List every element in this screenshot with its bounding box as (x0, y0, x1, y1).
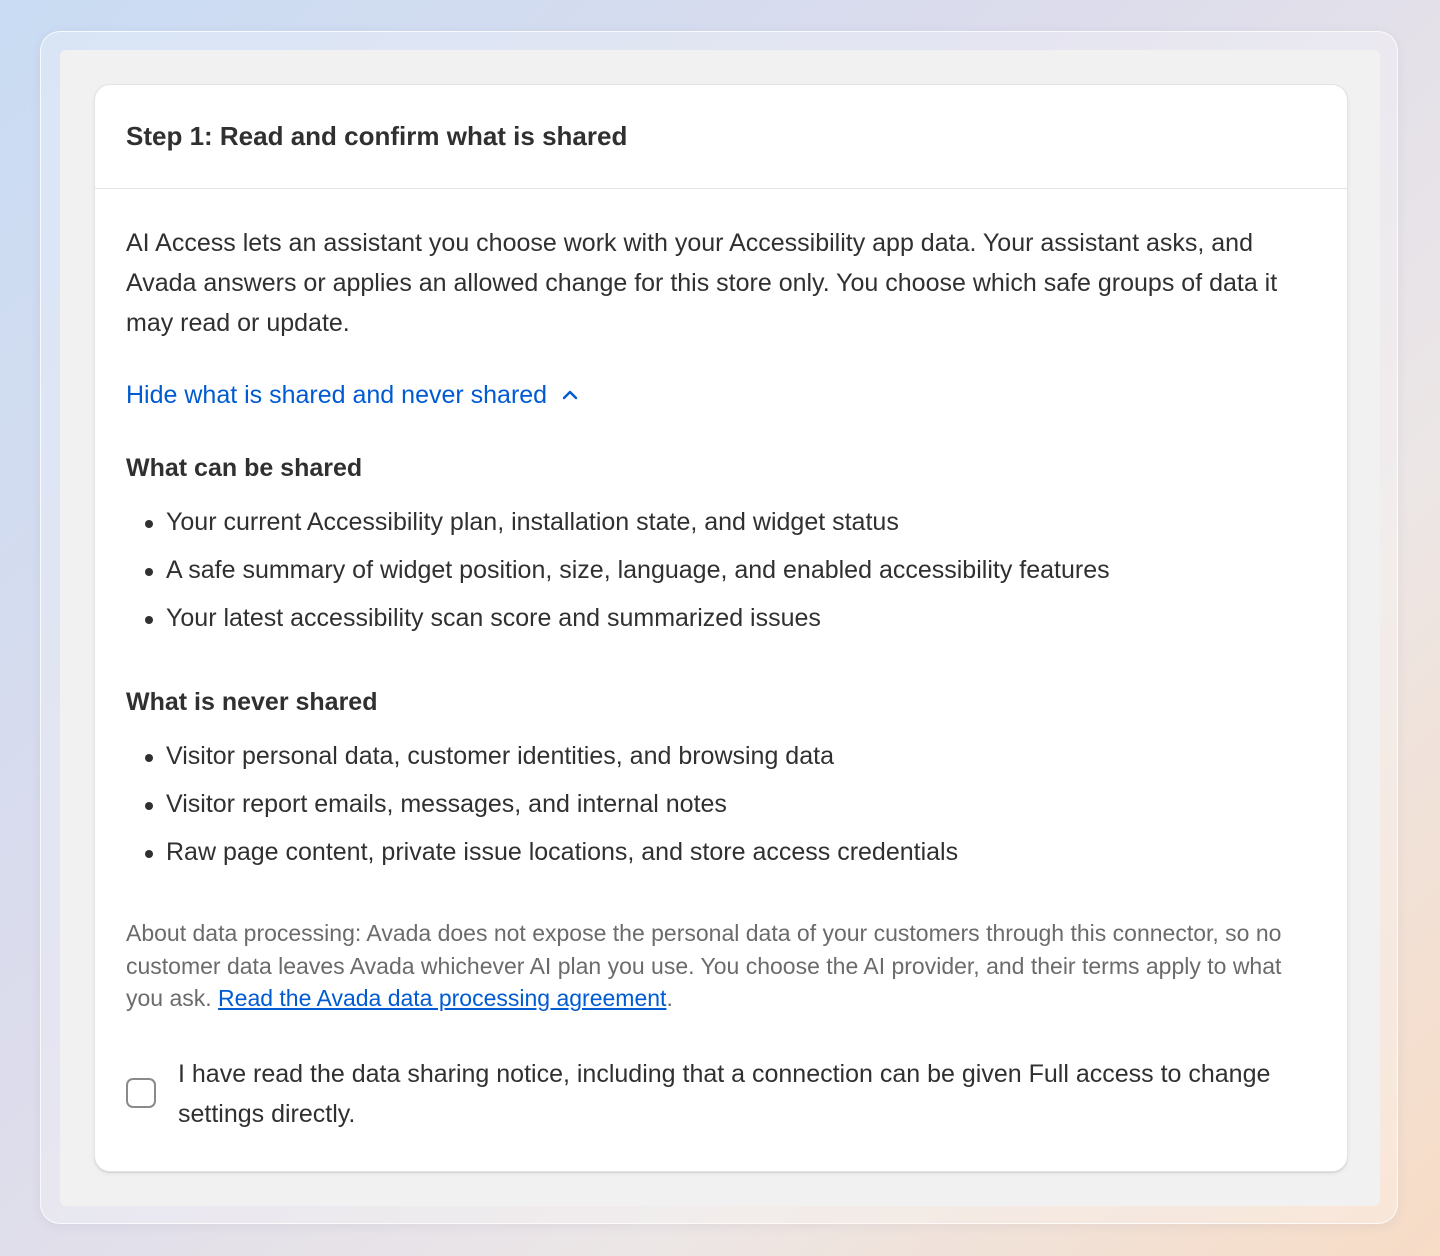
note-text: About data processing: Avada does not expose the personal data of your customers through this connector, so no customer data leaves Avada whichever AI plan you use. You choose the AI provider, and their terms apply to what you ask. (126, 920, 1282, 1011)
toggle-label: Hide what is shared and never shared (126, 381, 548, 409)
consent-label[interactable]: I have read the data sharing notice, including that a connection can be given Full access to change settings directly. (178, 1060, 1271, 1128)
card-header (95, 85, 1347, 189)
dpa-link[interactable]: Read the Avada data processing agreement (218, 985, 667, 1011)
note-suffix: . (666, 985, 673, 1011)
step-card (94, 84, 1348, 1172)
step-title: Step 1: Read and confirm what is shared (126, 121, 628, 151)
shared-list (126, 506, 1306, 650)
consent-checkbox[interactable] (126, 1078, 156, 1108)
list-item: A safe summary of widget position, size, language, and enabled accessibility features (126, 554, 1306, 602)
list-item: Raw page content, private issue locations, and store access credentials (126, 836, 1306, 884)
consent-row (126, 1054, 1326, 1134)
never-shared-list (126, 740, 1306, 884)
data-processing-note (126, 917, 1316, 1015)
intro-text: AI Access lets an assistant you choose work with your Accessibility app data. Your assistant asks, and Avada answers or applies an allowed change for this store only. You choose which safe groups of data it may read or update. (126, 229, 1278, 337)
list-item: Visitor report emails, messages, and internal notes (126, 788, 1306, 836)
never-shared-section-title: What is never shared (126, 688, 378, 716)
shared-section-title: What can be shared (126, 454, 363, 482)
list-item: Visitor personal data, customer identities, and browsing data (126, 740, 1306, 788)
list-item: Your current Accessibility plan, installation state, and widget status (126, 506, 1306, 554)
list-item: Your latest accessibility scan score and summarized issues (126, 602, 1306, 650)
chevron-up-icon (561, 386, 579, 404)
hide-shared-toggle[interactable] (126, 378, 579, 412)
